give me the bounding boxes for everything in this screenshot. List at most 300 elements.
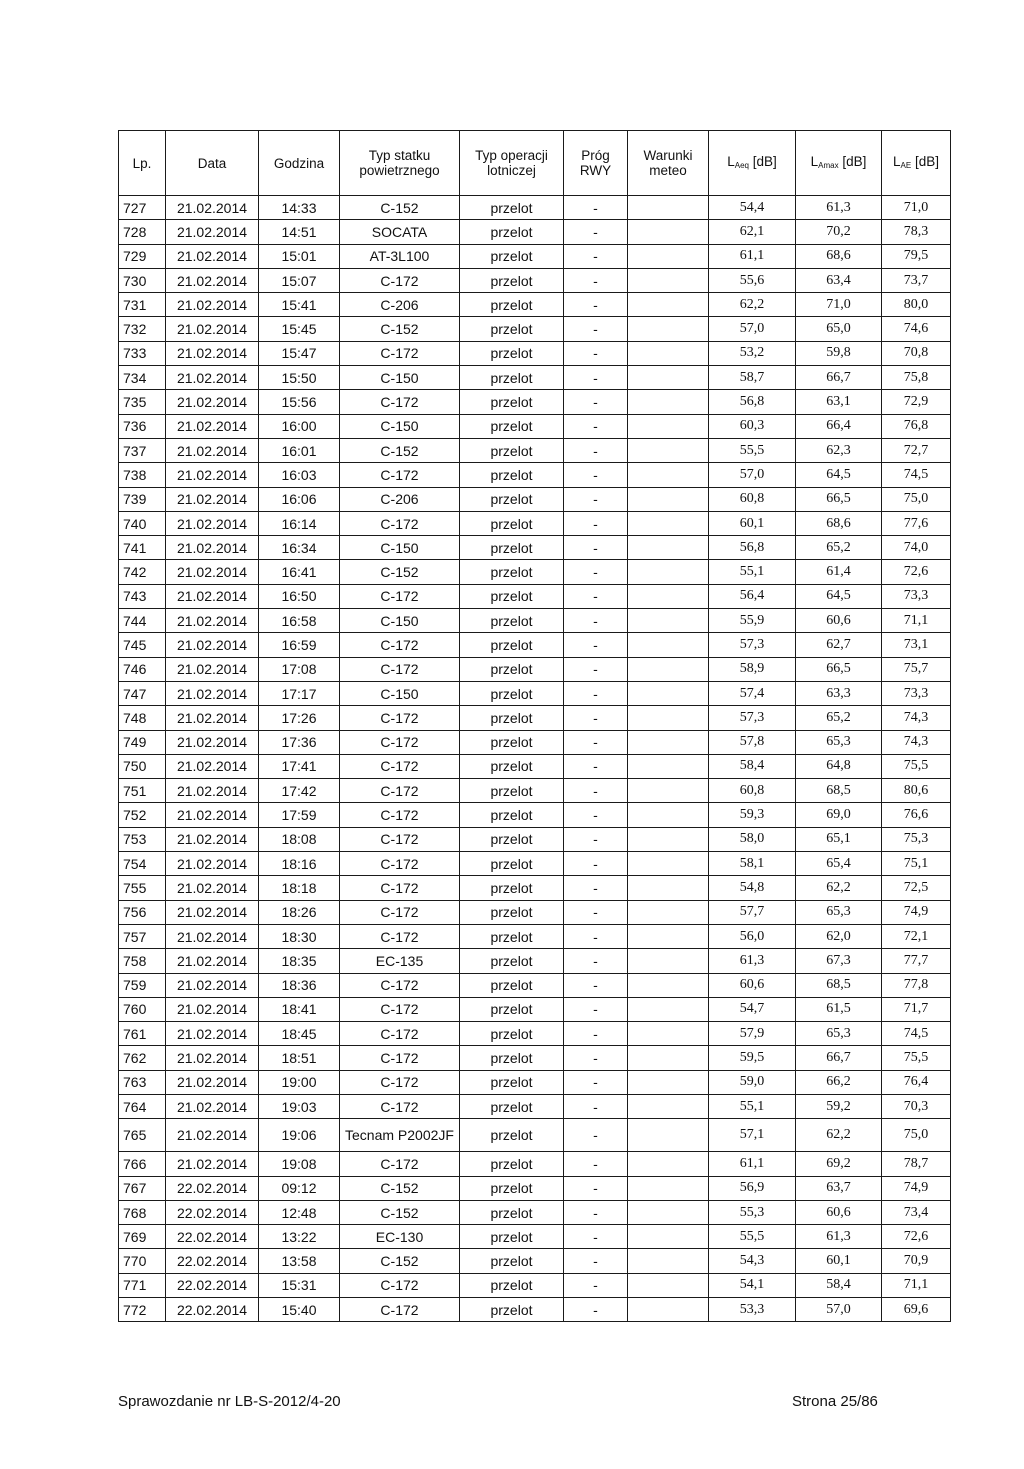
cell-laeq: 57,8 xyxy=(709,730,796,754)
cell-warunki-meteo xyxy=(628,268,709,292)
cell-lp: 749 xyxy=(119,730,166,754)
cell-lae: 76,8 xyxy=(882,414,951,438)
cell-laeq: 58,4 xyxy=(709,754,796,778)
cell-lae: 72,6 xyxy=(882,1225,951,1249)
header-lamax xyxy=(796,131,882,196)
cell-laeq: 56,4 xyxy=(709,584,796,608)
cell-data: 21.02.2014 xyxy=(166,1152,259,1176)
cell-warunki-meteo xyxy=(628,463,709,487)
table-row xyxy=(119,949,951,973)
table-row xyxy=(119,730,951,754)
cell-prog-rwy: - xyxy=(564,803,628,827)
cell-data: 21.02.2014 xyxy=(166,511,259,535)
cell-lamax: 63,7 xyxy=(796,1176,882,1200)
cell-warunki-meteo xyxy=(628,657,709,681)
cell-typ-statku: C-172 xyxy=(340,1094,460,1118)
cell-warunki-meteo xyxy=(628,1152,709,1176)
cell-typ-statku: C-172 xyxy=(340,1298,460,1322)
cell-typ-operacji: przelot xyxy=(460,1176,564,1200)
cell-typ-operacji: przelot xyxy=(460,730,564,754)
cell-warunki-meteo xyxy=(628,1249,709,1273)
cell-data: 21.02.2014 xyxy=(166,366,259,390)
cell-typ-operacji: przelot xyxy=(460,196,564,220)
cell-warunki-meteo xyxy=(628,1070,709,1094)
table-row xyxy=(119,196,951,220)
cell-godzina: 16:50 xyxy=(259,584,340,608)
cell-godzina: 19:00 xyxy=(259,1070,340,1094)
table-row xyxy=(119,268,951,292)
cell-typ-statku: C-150 xyxy=(340,609,460,633)
cell-lamax: 65,1 xyxy=(796,827,882,851)
cell-lae: 70,8 xyxy=(882,341,951,365)
table-row xyxy=(119,1200,951,1224)
cell-data: 21.02.2014 xyxy=(166,463,259,487)
cell-data: 21.02.2014 xyxy=(166,973,259,997)
cell-typ-statku: C-172 xyxy=(340,706,460,730)
cell-lae: 75,1 xyxy=(882,852,951,876)
cell-typ-operacji: przelot xyxy=(460,1298,564,1322)
cell-lamax: 62,2 xyxy=(796,1119,882,1152)
table-row xyxy=(119,341,951,365)
cell-data: 21.02.2014 xyxy=(166,414,259,438)
cell-data: 22.02.2014 xyxy=(166,1298,259,1322)
cell-lae: 74,9 xyxy=(882,1176,951,1200)
table-row xyxy=(119,1176,951,1200)
cell-lp: 762 xyxy=(119,1046,166,1070)
cell-lae: 73,1 xyxy=(882,633,951,657)
cell-warunki-meteo xyxy=(628,949,709,973)
cell-laeq: 57,4 xyxy=(709,681,796,705)
table-row xyxy=(119,536,951,560)
cell-lp: 742 xyxy=(119,560,166,584)
cell-lae: 76,4 xyxy=(882,1070,951,1094)
cell-warunki-meteo xyxy=(628,293,709,317)
cell-prog-rwy: - xyxy=(564,268,628,292)
table-row xyxy=(119,827,951,851)
cell-godzina: 09:12 xyxy=(259,1176,340,1200)
table-row xyxy=(119,1273,951,1297)
cell-typ-operacji: przelot xyxy=(460,317,564,341)
cell-typ-statku: C-172 xyxy=(340,390,460,414)
cell-lamax: 64,5 xyxy=(796,463,882,487)
cell-typ-operacji: przelot xyxy=(460,827,564,851)
cell-godzina: 16:01 xyxy=(259,438,340,462)
cell-typ-operacji: przelot xyxy=(460,268,564,292)
cell-typ-operacji: przelot xyxy=(460,1094,564,1118)
cell-lamax: 63,3 xyxy=(796,681,882,705)
header-warunki-meteo: Warunki meteo xyxy=(628,131,709,196)
cell-godzina: 15:07 xyxy=(259,268,340,292)
cell-lamax: 65,2 xyxy=(796,536,882,560)
cell-data: 21.02.2014 xyxy=(166,924,259,948)
cell-warunki-meteo xyxy=(628,584,709,608)
cell-godzina: 17:42 xyxy=(259,779,340,803)
cell-lamax: 61,4 xyxy=(796,560,882,584)
cell-warunki-meteo xyxy=(628,803,709,827)
cell-laeq: 54,3 xyxy=(709,1249,796,1273)
cell-lae: 76,6 xyxy=(882,803,951,827)
cell-godzina: 14:33 xyxy=(259,196,340,220)
cell-typ-operacji: przelot xyxy=(460,1070,564,1094)
cell-lp: 735 xyxy=(119,390,166,414)
cell-prog-rwy: - xyxy=(564,244,628,268)
cell-lamax: 69,2 xyxy=(796,1152,882,1176)
table-row xyxy=(119,852,951,876)
cell-warunki-meteo xyxy=(628,511,709,535)
cell-lae: 74,5 xyxy=(882,463,951,487)
cell-data: 22.02.2014 xyxy=(166,1176,259,1200)
cell-data: 21.02.2014 xyxy=(166,1046,259,1070)
cell-data: 21.02.2014 xyxy=(166,487,259,511)
cell-godzina: 13:58 xyxy=(259,1249,340,1273)
cell-laeq: 60,8 xyxy=(709,487,796,511)
cell-typ-operacji: przelot xyxy=(460,973,564,997)
cell-lae: 74,6 xyxy=(882,317,951,341)
cell-typ-operacji: przelot xyxy=(460,706,564,730)
cell-data: 21.02.2014 xyxy=(166,900,259,924)
cell-laeq: 60,3 xyxy=(709,414,796,438)
cell-typ-statku: C-172 xyxy=(340,754,460,778)
cell-prog-rwy: - xyxy=(564,730,628,754)
cell-typ-statku: C-172 xyxy=(340,730,460,754)
cell-data: 21.02.2014 xyxy=(166,1070,259,1094)
table-row xyxy=(119,487,951,511)
cell-laeq: 53,3 xyxy=(709,1298,796,1322)
cell-typ-operacji: przelot xyxy=(460,1249,564,1273)
cell-prog-rwy: - xyxy=(564,438,628,462)
cell-godzina: 18:18 xyxy=(259,876,340,900)
cell-lamax: 60,1 xyxy=(796,1249,882,1273)
cell-lp: 730 xyxy=(119,268,166,292)
cell-prog-rwy: - xyxy=(564,852,628,876)
table-row xyxy=(119,706,951,730)
cell-data: 21.02.2014 xyxy=(166,536,259,560)
cell-laeq: 60,8 xyxy=(709,779,796,803)
cell-godzina: 16:41 xyxy=(259,560,340,584)
table-row xyxy=(119,1022,951,1046)
table-row xyxy=(119,244,951,268)
cell-prog-rwy: - xyxy=(564,1176,628,1200)
cell-warunki-meteo xyxy=(628,536,709,560)
cell-typ-operacji: przelot xyxy=(460,852,564,876)
cell-typ-operacji: przelot xyxy=(460,681,564,705)
cell-lp: 752 xyxy=(119,803,166,827)
cell-prog-rwy: - xyxy=(564,706,628,730)
cell-laeq: 60,6 xyxy=(709,973,796,997)
cell-godzina: 15:45 xyxy=(259,317,340,341)
cell-godzina: 18:30 xyxy=(259,924,340,948)
table-body xyxy=(119,196,951,1322)
cell-prog-rwy: - xyxy=(564,997,628,1021)
cell-typ-statku: AT-3L100 xyxy=(340,244,460,268)
table-row xyxy=(119,438,951,462)
cell-lae: 73,3 xyxy=(882,584,951,608)
cell-godzina: 18:45 xyxy=(259,1022,340,1046)
cell-prog-rwy: - xyxy=(564,1094,628,1118)
cell-godzina: 16:59 xyxy=(259,633,340,657)
cell-godzina: 17:41 xyxy=(259,754,340,778)
cell-warunki-meteo xyxy=(628,852,709,876)
cell-typ-operacji: przelot xyxy=(460,997,564,1021)
cell-typ-statku: C-172 xyxy=(340,1273,460,1297)
cell-lamax: 61,5 xyxy=(796,997,882,1021)
cell-lamax: 63,4 xyxy=(796,268,882,292)
cell-lamax: 58,4 xyxy=(796,1273,882,1297)
cell-godzina: 15:47 xyxy=(259,341,340,365)
cell-typ-operacji: przelot xyxy=(460,949,564,973)
cell-lp: 766 xyxy=(119,1152,166,1176)
cell-lamax: 57,0 xyxy=(796,1298,882,1322)
table-row xyxy=(119,681,951,705)
cell-lamax: 66,2 xyxy=(796,1070,882,1094)
cell-warunki-meteo xyxy=(628,244,709,268)
header-lamax-main: L xyxy=(810,153,819,169)
table-row xyxy=(119,1298,951,1322)
cell-lae: 75,0 xyxy=(882,487,951,511)
cell-lae: 75,5 xyxy=(882,1046,951,1070)
cell-lp: 731 xyxy=(119,293,166,317)
cell-lp: 738 xyxy=(119,463,166,487)
cell-prog-rwy: - xyxy=(564,1046,628,1070)
cell-lae: 78,3 xyxy=(882,220,951,244)
table-row xyxy=(119,463,951,487)
table-row xyxy=(119,997,951,1021)
cell-lae: 80,0 xyxy=(882,293,951,317)
cell-data: 21.02.2014 xyxy=(166,438,259,462)
cell-typ-statku: C-172 xyxy=(340,463,460,487)
cell-lae: 75,3 xyxy=(882,827,951,851)
cell-lamax: 65,3 xyxy=(796,900,882,924)
cell-lp: 741 xyxy=(119,536,166,560)
cell-typ-statku: C-206 xyxy=(340,487,460,511)
cell-typ-statku: C-172 xyxy=(340,803,460,827)
cell-data: 21.02.2014 xyxy=(166,827,259,851)
cell-lp: 759 xyxy=(119,973,166,997)
cell-typ-operacji: przelot xyxy=(460,754,564,778)
cell-prog-rwy: - xyxy=(564,366,628,390)
cell-typ-statku: C-150 xyxy=(340,414,460,438)
cell-lamax: 66,7 xyxy=(796,1046,882,1070)
cell-laeq: 57,3 xyxy=(709,706,796,730)
cell-lamax: 64,8 xyxy=(796,754,882,778)
cell-lae: 74,9 xyxy=(882,900,951,924)
cell-prog-rwy: - xyxy=(564,1070,628,1094)
cell-lp: 740 xyxy=(119,511,166,535)
header-lae-main: L xyxy=(893,153,901,169)
cell-godzina: 18:36 xyxy=(259,973,340,997)
cell-warunki-meteo xyxy=(628,414,709,438)
table-row xyxy=(119,1152,951,1176)
cell-lp: 747 xyxy=(119,681,166,705)
table-row xyxy=(119,633,951,657)
cell-lp: 770 xyxy=(119,1249,166,1273)
cell-prog-rwy: - xyxy=(564,463,628,487)
cell-lae: 73,3 xyxy=(882,681,951,705)
cell-data: 21.02.2014 xyxy=(166,341,259,365)
cell-typ-operacji: przelot xyxy=(460,536,564,560)
cell-data: 21.02.2014 xyxy=(166,560,259,584)
cell-lamax: 60,6 xyxy=(796,609,882,633)
cell-typ-statku: C-172 xyxy=(340,657,460,681)
cell-prog-rwy: - xyxy=(564,681,628,705)
cell-prog-rwy: - xyxy=(564,196,628,220)
cell-lae: 70,9 xyxy=(882,1249,951,1273)
cell-laeq: 56,9 xyxy=(709,1176,796,1200)
cell-lp: 757 xyxy=(119,924,166,948)
cell-typ-operacji: przelot xyxy=(460,803,564,827)
table-row xyxy=(119,1249,951,1273)
cell-lp: 767 xyxy=(119,1176,166,1200)
cell-laeq: 58,7 xyxy=(709,366,796,390)
cell-data: 22.02.2014 xyxy=(166,1225,259,1249)
cell-prog-rwy: - xyxy=(564,414,628,438)
cell-data: 21.02.2014 xyxy=(166,779,259,803)
cell-lae: 70,3 xyxy=(882,1094,951,1118)
header-lamax-unit: [dB] xyxy=(838,153,867,169)
cell-typ-statku: C-172 xyxy=(340,511,460,535)
cell-lp: 728 xyxy=(119,220,166,244)
cell-godzina: 14:51 xyxy=(259,220,340,244)
cell-godzina: 19:08 xyxy=(259,1152,340,1176)
cell-godzina: 16:03 xyxy=(259,463,340,487)
cell-godzina: 17:26 xyxy=(259,706,340,730)
cell-prog-rwy: - xyxy=(564,876,628,900)
cell-typ-statku: C-150 xyxy=(340,536,460,560)
header-laeq-unit: [dB] xyxy=(748,153,777,169)
cell-prog-rwy: - xyxy=(564,584,628,608)
cell-data: 21.02.2014 xyxy=(166,876,259,900)
cell-warunki-meteo xyxy=(628,1022,709,1046)
cell-laeq: 57,3 xyxy=(709,633,796,657)
cell-typ-statku: C-150 xyxy=(340,681,460,705)
cell-lae: 79,5 xyxy=(882,244,951,268)
table-row xyxy=(119,657,951,681)
cell-prog-rwy: - xyxy=(564,1273,628,1297)
cell-lae: 75,7 xyxy=(882,657,951,681)
cell-godzina: 12:48 xyxy=(259,1200,340,1224)
cell-prog-rwy: - xyxy=(564,900,628,924)
cell-laeq: 54,8 xyxy=(709,876,796,900)
cell-lp: 746 xyxy=(119,657,166,681)
cell-laeq: 62,1 xyxy=(709,220,796,244)
cell-typ-operacji: przelot xyxy=(460,560,564,584)
header-lae-unit: [dB] xyxy=(911,153,939,169)
cell-typ-operacji: przelot xyxy=(460,414,564,438)
cell-lae: 69,6 xyxy=(882,1298,951,1322)
cell-laeq: 55,3 xyxy=(709,1200,796,1224)
header-laeq-main: L xyxy=(727,153,735,169)
cell-typ-operacji: przelot xyxy=(460,1273,564,1297)
cell-typ-statku: C-172 xyxy=(340,1046,460,1070)
cell-lamax: 61,3 xyxy=(796,196,882,220)
cell-prog-rwy: - xyxy=(564,779,628,803)
cell-laeq: 58,1 xyxy=(709,852,796,876)
header-prog-rwy: Próg RWY xyxy=(564,131,628,196)
table-row xyxy=(119,1119,951,1152)
cell-typ-operacji: przelot xyxy=(460,657,564,681)
cell-lae: 73,7 xyxy=(882,268,951,292)
cell-godzina: 13:22 xyxy=(259,1225,340,1249)
cell-lamax: 59,8 xyxy=(796,341,882,365)
cell-data: 21.02.2014 xyxy=(166,633,259,657)
cell-typ-operacji: przelot xyxy=(460,244,564,268)
cell-prog-rwy: - xyxy=(564,1225,628,1249)
cell-lamax: 61,3 xyxy=(796,1225,882,1249)
cell-lae: 77,7 xyxy=(882,949,951,973)
table-row xyxy=(119,390,951,414)
cell-data: 22.02.2014 xyxy=(166,1200,259,1224)
table-row xyxy=(119,876,951,900)
cell-laeq: 59,5 xyxy=(709,1046,796,1070)
cell-lae: 72,6 xyxy=(882,560,951,584)
cell-lp: 758 xyxy=(119,949,166,973)
cell-typ-operacji: przelot xyxy=(460,220,564,244)
cell-laeq: 57,0 xyxy=(709,463,796,487)
cell-typ-operacji: przelot xyxy=(460,1200,564,1224)
cell-typ-operacji: przelot xyxy=(460,779,564,803)
cell-prog-rwy: - xyxy=(564,390,628,414)
cell-typ-statku: C-150 xyxy=(340,366,460,390)
cell-warunki-meteo xyxy=(628,487,709,511)
cell-laeq: 55,1 xyxy=(709,1094,796,1118)
header-godzina: Godzina xyxy=(259,131,340,196)
cell-prog-rwy: - xyxy=(564,1298,628,1322)
cell-warunki-meteo xyxy=(628,876,709,900)
cell-laeq: 55,9 xyxy=(709,609,796,633)
cell-lamax: 71,0 xyxy=(796,293,882,317)
cell-data: 21.02.2014 xyxy=(166,220,259,244)
cell-prog-rwy: - xyxy=(564,924,628,948)
cell-laeq: 54,1 xyxy=(709,1273,796,1297)
cell-typ-operacji: przelot xyxy=(460,438,564,462)
cell-data: 21.02.2014 xyxy=(166,244,259,268)
cell-warunki-meteo xyxy=(628,973,709,997)
cell-typ-statku: C-172 xyxy=(340,997,460,1021)
cell-prog-rwy: - xyxy=(564,1119,628,1152)
cell-data: 21.02.2014 xyxy=(166,949,259,973)
cell-laeq: 56,8 xyxy=(709,536,796,560)
cell-lp: 727 xyxy=(119,196,166,220)
cell-prog-rwy: - xyxy=(564,1022,628,1046)
header-laeq-sub: Aeq xyxy=(734,160,749,170)
cell-warunki-meteo xyxy=(628,827,709,851)
cell-typ-statku: C-152 xyxy=(340,1176,460,1200)
page-number: Strona 25/86 xyxy=(792,1393,878,1410)
table-row xyxy=(119,924,951,948)
header-lp: Lp. xyxy=(119,131,166,196)
cell-typ-statku: C-172 xyxy=(340,268,460,292)
cell-lae: 72,9 xyxy=(882,390,951,414)
cell-laeq: 57,1 xyxy=(709,1119,796,1152)
header-lae xyxy=(882,131,951,196)
cell-typ-statku: C-172 xyxy=(340,633,460,657)
table-row xyxy=(119,900,951,924)
cell-laeq: 57,9 xyxy=(709,1022,796,1046)
cell-data: 21.02.2014 xyxy=(166,754,259,778)
cell-godzina: 19:03 xyxy=(259,1094,340,1118)
cell-warunki-meteo xyxy=(628,220,709,244)
table-row xyxy=(119,1070,951,1094)
cell-godzina: 15:40 xyxy=(259,1298,340,1322)
cell-lp: 764 xyxy=(119,1094,166,1118)
cell-warunki-meteo xyxy=(628,997,709,1021)
cell-godzina: 15:31 xyxy=(259,1273,340,1297)
cell-data: 21.02.2014 xyxy=(166,1022,259,1046)
cell-warunki-meteo xyxy=(628,1176,709,1200)
cell-typ-operacji: przelot xyxy=(460,1152,564,1176)
cell-godzina: 16:14 xyxy=(259,511,340,535)
cell-data: 21.02.2014 xyxy=(166,1119,259,1152)
